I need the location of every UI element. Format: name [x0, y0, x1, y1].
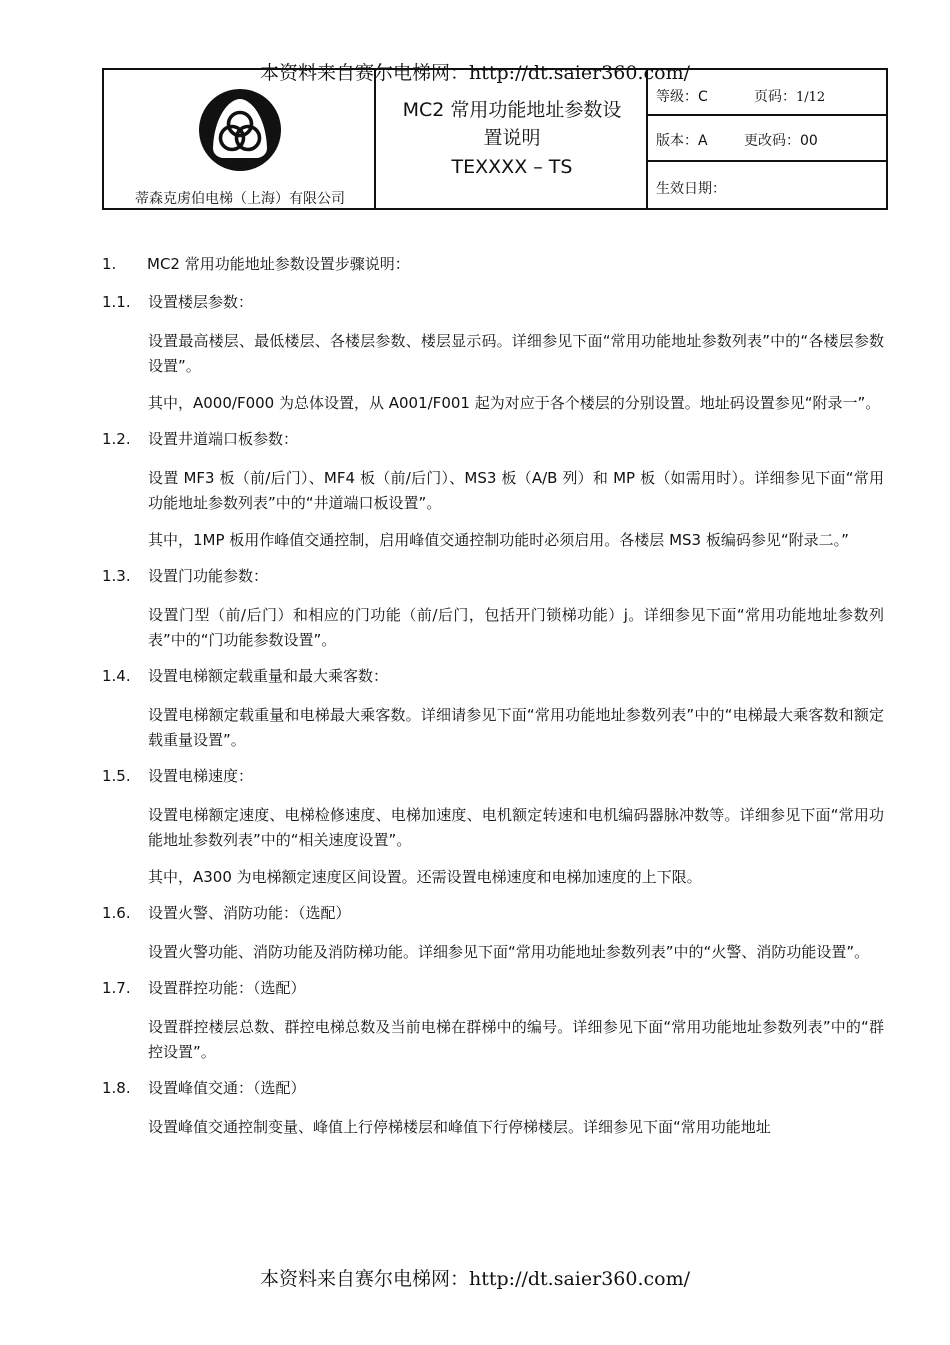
section-heading [102, 253, 892, 275]
subsection-title: 设置电梯额定载重量和最大乘客数： [148, 667, 389, 685]
document-title [384, 96, 640, 152]
subsection-number: 1.5. [102, 767, 131, 785]
paragraph: 设置火警功能、消防功能及消防梯功能。详细参见下面“常用功能地址参数列表”中的“火警、消防功能设置”。 [148, 943, 870, 961]
source-watermark-top: 本资料来自赛尔电梯网：http://dt.saier360.com/ [260, 62, 690, 84]
subsection-heading [102, 291, 892, 313]
subsection-heading [102, 428, 892, 450]
document-code: TEXXXX – TS [451, 156, 573, 178]
subsection-number: 1.6. [102, 904, 131, 922]
section-title: MC2 常用功能地址参数设置步骤说明： [147, 255, 410, 273]
paragraph: 设置 MF3 板（前/后门）、MF4 板（前/后门）、MS3 板（A/B 列）和 MP 板（如需用时）。详细参见下面“常用功能地址参数列表”中的“井道端口板设置”。 [148, 469, 884, 512]
subsection-title: 设置电梯速度： [148, 767, 254, 785]
subsection-heading [102, 665, 892, 687]
subsection-title: 设置火警、消防功能：（选配） [148, 904, 351, 922]
subsection-heading [102, 902, 892, 924]
subsection-title: 设置楼层参数： [148, 293, 254, 311]
logo-cell [104, 70, 376, 208]
grade-label: 等级：C [656, 89, 708, 105]
title-cell [376, 70, 648, 208]
subsection-list [102, 291, 892, 1140]
subsection-number: 1.7. [102, 979, 131, 997]
paragraph: 其中，A000/F000 为总体设置，从 A001/F001 起为对应于各个楼层的分别设置。地址码设置参见“附录一”。 [148, 394, 881, 412]
source-watermark-bottom: 本资料来自赛尔电梯网：http://dt.saier360.com/ [260, 1268, 690, 1290]
subsection-number: 1.1. [102, 293, 131, 311]
subsection-title: 设置峰值交通：（选配） [148, 1079, 306, 1097]
subsection-heading [102, 565, 892, 587]
meta-row-version [648, 116, 886, 162]
subsection-title: 设置井道端口板参数： [148, 430, 299, 448]
paragraph: 设置最高楼层、最低楼层、各楼层参数、楼层显示码。详细参见下面“常用功能地址参数列表”中的“各楼层参数设置”。 [148, 332, 884, 375]
subsection-heading [102, 1077, 892, 1099]
page-value: 1/12 [796, 90, 826, 105]
document-header-table [102, 68, 888, 210]
document-body [102, 253, 892, 1152]
document-title-line1: MC2 常用功能地址参数设 [402, 99, 622, 121]
subsection-title: 设置群控功能：（选配） [148, 979, 306, 997]
page-label: 页码： [754, 89, 796, 105]
subsection-number: 1.3. [102, 567, 131, 585]
company-name: 蒂森克虏伯电梯（上海）有限公司 [135, 191, 345, 207]
subsection-number: 1.8. [102, 1079, 131, 1097]
subsection-number: 1.2. [102, 430, 131, 448]
document-title-line2: 置说明 [483, 127, 541, 149]
subsection-number: 1.4. [102, 667, 131, 685]
thyssenkrupp-logo-icon [198, 88, 282, 172]
version-label: 版本：A [656, 133, 708, 149]
paragraph: 设置电梯额定载重量和电梯最大乘客数。详细请参见下面“常用功能地址参数列表”中的“电梯最大乘客数和额定载重量设置”。 [148, 706, 884, 749]
subsection-heading [102, 977, 892, 999]
paragraph: 其中，A300 为电梯额定速度区间设置。还需设置电梯速度和电梯加速度的上下限。 [148, 868, 702, 886]
paragraph: 设置电梯额定速度、电梯检修速度、电梯加速度、电机额定转速和电机编码器脉冲数等。详细参见下面“常用功能地址参数列表”中的“相关速度设置”。 [148, 806, 884, 849]
paragraph: 设置峰值交通控制变量、峰值上行停梯楼层和峰值下行停梯楼层。详细参见下面“常用功能地址 [148, 1118, 771, 1136]
paragraph: 设置群控楼层总数、群控电梯总数及当前电梯在群梯中的编号。详细参见下面“常用功能地址参数列表”中的“群控设置”。 [148, 1018, 884, 1061]
meta-row-effective-date [648, 162, 886, 208]
subsection-heading [102, 765, 892, 787]
effective-date-label: 生效日期： [656, 181, 726, 197]
section-number: 1. [102, 255, 117, 273]
page-number [754, 86, 825, 106]
paragraph: 设置门型（前/后门）和相应的门功能（前/后门，包括开门锁梯功能）j。详细参见下面“常用功能地址参数列表”中的“门功能参数设置”。 [148, 606, 884, 649]
paragraph: 其中，1MP 板用作峰值交通控制，启用峰值交通控制功能时必须启用。各楼层 MS3 板编码参见“附录二。” [148, 531, 849, 549]
subsection-title: 设置门功能参数： [148, 567, 269, 585]
meta-row-grade [648, 70, 886, 116]
change-code-label: 更改码：00 [744, 133, 818, 149]
